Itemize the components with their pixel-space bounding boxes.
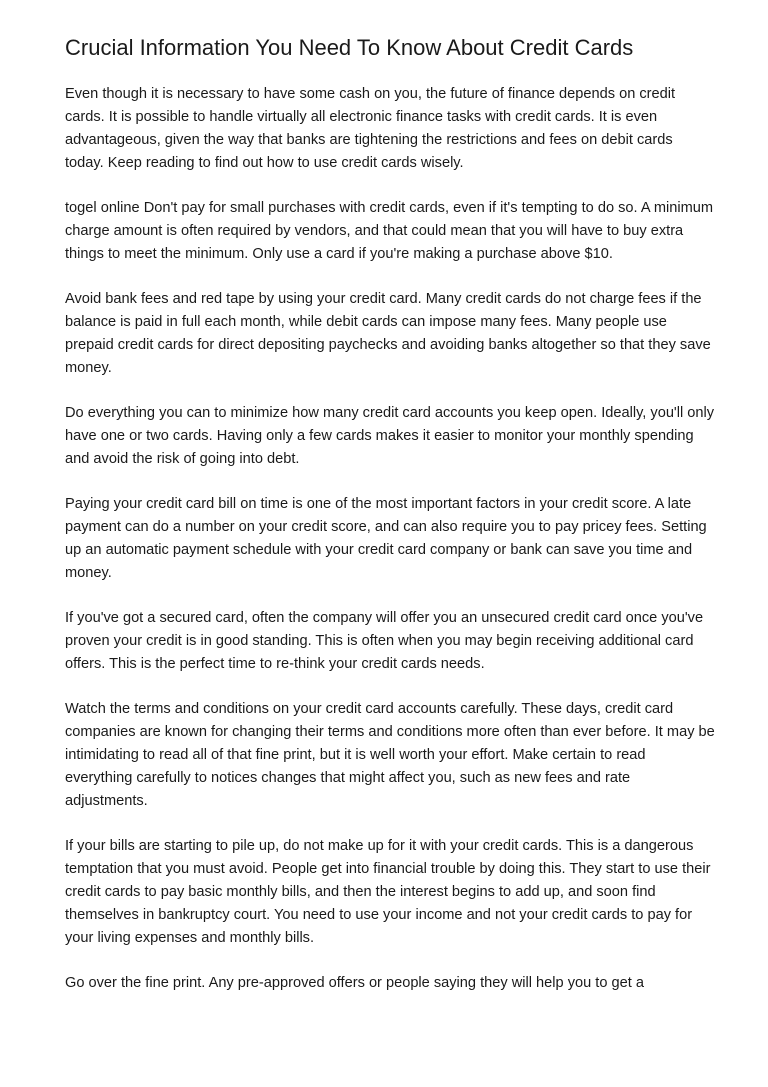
document-page: [65, 33, 715, 1017]
paragraph-secured-card: If you've got a secured card, often the company will offer you an unsecured credit card once you've proven your credit is in good standing. This is often when you may begin receiving additional card offers. This is the perfect time to re-think your credit cards needs.: [65, 610, 704, 672]
paragraph-minimize-accounts: Do everything you can to minimize how many credit card accounts you keep open. Ideally, you'll only have one or two cards. Having only a few cards makes it easier to monitor your monthly spending and avoid the risk of going into debt.: [65, 405, 715, 467]
paragraph-small-purchases-text: Don't pay for small purchases with credit cards, even if it's tempting to do so. A minimum charge amount is often required by vendors, and that could mean that you will have to buy extra things to meet the minimum. Only use a card if you're making a purchase above $10.: [65, 200, 714, 262]
document-title: Crucial Information You Need To Know About Credit Cards: [65, 35, 634, 60]
paragraph-bills-pile-up: If your bills are starting to pile up, do not make up for it with your credit cards. This is a dangerous temptation that you must avoid. People get into financial trouble by doing this. They start to use their credit cards to pay basic monthly bills, and then the interest begins to add up, and soon find themselves in bankruptcy court. You need to use your income and not your credit cards to pay for your living expenses and monthly bills.: [65, 838, 711, 946]
paragraph-terms-conditions: Watch the terms and conditions on your credit card accounts carefully. These days, credit card companies are known for changing their terms and conditions more often than ever before. It may be intimidating to read all of that fine print, but it is well worth your effort. Make certain to read everything carefully to notices changes that might affect you, such as new fees and rate adjustments.: [65, 701, 715, 809]
togel-online-link[interactable]: togel online: [65, 200, 140, 216]
paragraph-pay-on-time: Paying your credit card bill on time is one of the most important factors in your credit score. A late payment can do a number on your credit score, and can also require you to pay pricey fees. Setting up an automatic payment schedule with your credit card company or bank can save you time and money.: [65, 496, 707, 581]
paragraph-bank-fees: Avoid bank fees and red tape by using your credit card. Many credit cards do not charge fees if the balance is paid in full each month, while debit cards can impose many fees. Many people use prepaid credit cards for direct depositing paychecks and avoiding banks altogether so that they save money.: [65, 291, 711, 376]
paragraph-intro: Even though it is necessary to have some cash on you, the future of finance depends on credit cards. It is possible to handle virtually all electronic finance tasks with credit cards. It is even advantageous, given the way that banks are tightening the restrictions and fees on debit cards today. Keep reading to find out how to use credit cards wisely.: [65, 86, 676, 171]
paragraph-small-purchases: [65, 197, 715, 266]
paragraph-fine-print: Go over the fine print. Any pre-approved offers or people saying they will help you to get a: [65, 975, 644, 991]
